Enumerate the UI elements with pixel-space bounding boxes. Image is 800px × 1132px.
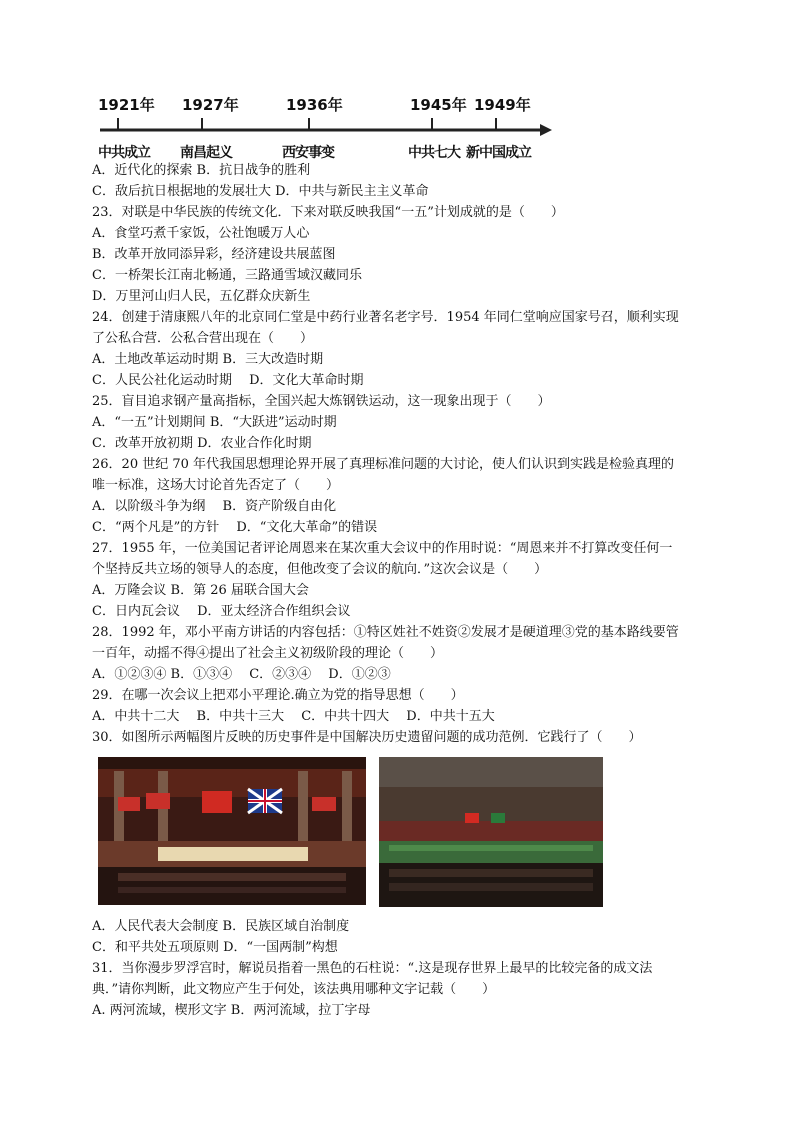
timeline-event: 南昌起义 (180, 145, 232, 161)
question-26-cont: 唯一标准，这场大讨论首先否定了（ ） (92, 478, 340, 493)
timeline-year: 1945年 (410, 96, 467, 114)
option-line: A．“一五”计划期间 B．“大跃进”运动时期 (92, 415, 337, 430)
option-line: A．①②③④ B．①③④ C．②③④ D．①②③ (92, 667, 391, 682)
macau-handover-photo (379, 757, 603, 907)
timeline-event: 西安事变 (282, 145, 334, 161)
question-24: 24．创建于清康熙八年的北京同仁堂是中药行业著名老字号．1954 年同仁堂响应国家号召，顺利实现 (92, 310, 679, 325)
question-24-cont: 了公私合营．公私合营出现在（ ） (92, 331, 314, 346)
option-line: A．中共十二大 B．中共十三大 C．中共十四大 D．中共十五大 (92, 709, 495, 724)
option-line: A．土地改革运动时期 B．三大改造时期 (92, 352, 324, 367)
timeline-event: 新中国成立 (466, 145, 531, 161)
option-line: A．以阶级斗争为纲 B．资产阶级自由化 (92, 499, 337, 514)
timeline-year: 1921年 (98, 96, 155, 114)
timeline-year: 1927年 (182, 96, 239, 114)
question-26: 26．20 世纪 70 年代我国思想理论界开展了真理标准问题的大讨论，使人们认识到实践是检验真理的 (92, 457, 675, 472)
option-line: C．日内瓦会议 D．亚太经济合作组织会议 (92, 604, 351, 619)
question-30: 30．如图所示两幅图片反映的历史事件是中国解决历史遗留问题的成功范例．它践行了（ ） (92, 730, 642, 745)
question-31-cont: 典．”请你判断，此文物应产生于何处，该法典用哪种文字记载（ ） (92, 982, 496, 997)
question-28-cont: 一百年，动摇不得④提出了社会主义初级阶段的理论（ ） (92, 646, 444, 661)
timeline-figure (96, 92, 556, 164)
timeline-year: 1936年 (286, 96, 343, 114)
timeline-year: 1949年 (474, 96, 531, 114)
question-29: 29．在哪一次会议上把邓小平理论.确立为党的指导思想（ ） (92, 688, 464, 703)
option-line: C．敌后抗日根据地的发展壮大 D．中共与新民主主义革命 (92, 184, 429, 199)
question-25: 25．盲目追求钢产量高指标，全国兴起大炼钢铁运动，这一现象出现于（ ） (92, 394, 551, 409)
option-line: C．改革开放初期 D．农业合作化时期 (92, 436, 312, 451)
option-line: C．“两个凡是”的方针 D．“文化大革命”的错误 (92, 520, 378, 535)
option-line: B．改革开放同添异彩，经济建设共展蓝图 (92, 247, 336, 262)
option-line: A．万隆会议 B．第 26 届联合国大会 (92, 583, 309, 598)
option-line: C．人民公社化运动时期 D．文化大革命时期 (92, 373, 364, 388)
option-line: D．万里河山归人民，五亿群众庆新生 (92, 289, 311, 304)
timeline-event: 中共七大 (408, 145, 460, 161)
question-28: 28．1992 年，邓小平南方讲话的内容包括：①特区姓社不姓资②发展才是硬道理③党的基本路线要管 (92, 625, 679, 640)
timeline-event: 中共成立 (98, 145, 150, 161)
question-27: 27．1955 年，一位美国记者评论周恩来在某次重大会议中的作用时说：“周恩来并不打算改变任何一 (92, 541, 673, 556)
question-31: 31．当你漫步罗浮宫时，解说员指着一黑色的石柱说：“.这是现存世界上最早的比较完备的成文法 (92, 961, 653, 976)
option-line: A．近代化的探索 B．抗日战争的胜利 (92, 163, 311, 178)
option-line: A. 两河流域，楔形文字 B．两河流域，拉丁字母 (92, 1003, 371, 1018)
option-line: A．人民代表大会制度 B．民族区域自治制度 (92, 919, 350, 934)
question-23: 23．对联是中华民族的传统文化．下来对联反映我国“一五”计划成就的是（ ） (92, 205, 564, 220)
option-line: C．一桥架长江南北畅通，三路通雪域汉藏同乐 (92, 268, 362, 283)
hong-kong-handover-photo (98, 757, 366, 905)
option-line: A．食堂巧煮千家饭，公社饱暖万人心 (92, 226, 310, 241)
option-line: C．和平共处五项原则 D．“一国两制”构想 (92, 940, 338, 955)
question-27-cont: 个坚持反共立场的领导人的态度，但他改变了会议的航向．”这次会议是（ ） (92, 562, 548, 577)
